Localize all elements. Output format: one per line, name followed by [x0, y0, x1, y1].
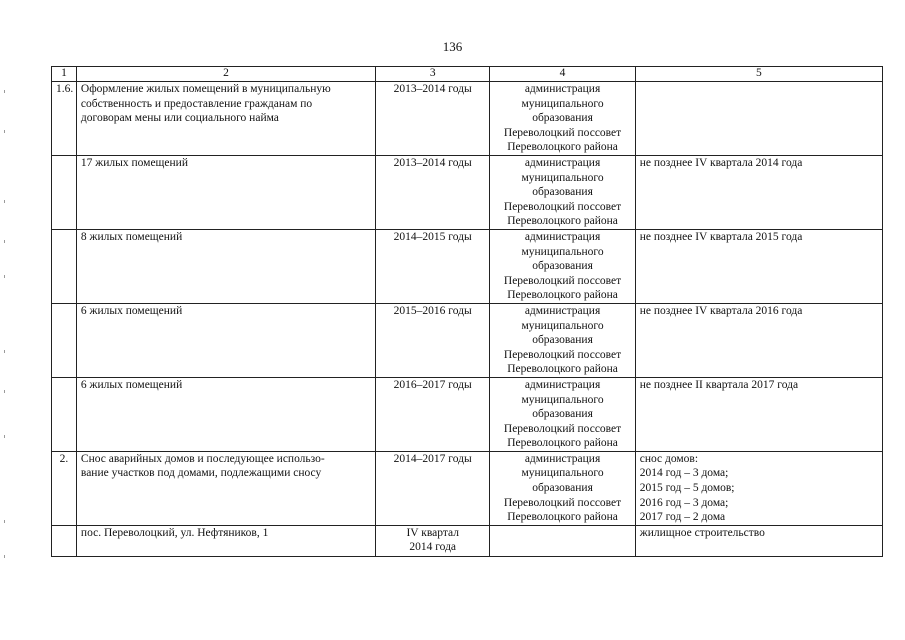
- result-line: не позднее IV квартала 2015 года: [639, 230, 803, 243]
- executor-line: образования: [532, 482, 593, 495]
- measure-name: [76, 525, 375, 556]
- page-number: 136: [442, 39, 463, 54]
- executor-line: Переволоцкий поссовет: [503, 496, 622, 509]
- measure-line: вание участков под домами, подлежащими сносу: [80, 467, 322, 480]
- measure-line: 8 жилых помещений: [80, 230, 183, 243]
- row-number: [52, 525, 77, 556]
- executor-line: муниципального: [521, 467, 604, 480]
- executor-line: администрация: [524, 378, 601, 391]
- measure-line: 17 жилых помещений: [80, 157, 188, 169]
- executor-line: Переволоцкий поссовет: [503, 274, 622, 287]
- result-line: не позднее IV квартала 2014 года: [639, 157, 803, 169]
- executor-line: администрация: [524, 157, 601, 169]
- scan-margin-marks: [4, 90, 8, 590]
- period-cell: 2016–2017 годы: [376, 377, 490, 451]
- result-cell: [635, 156, 882, 230]
- measure-line: пос. Переволоцкий, ул. Нефтяников, 1: [80, 526, 269, 539]
- row-number: 1.6.: [52, 82, 77, 156]
- result-cell: [635, 82, 882, 156]
- executor-cell: [490, 82, 635, 156]
- result-cell: [635, 525, 882, 556]
- executor-line: Переволоцкий поссовет: [503, 348, 622, 361]
- row-number: [52, 229, 77, 303]
- measure-name: [76, 82, 375, 156]
- measure-line: Оформление жилых помещений в муниципальную: [80, 83, 331, 95]
- period-cell: 2013–2014 годы: [376, 156, 490, 230]
- result-line: снос домов:: [639, 452, 699, 465]
- measure-name: [76, 377, 375, 451]
- executor-line: Переволоцкого района: [507, 141, 618, 154]
- row-number: [52, 377, 77, 451]
- period-cell: 2015–2016 годы: [376, 303, 490, 377]
- executor-cell: [490, 156, 635, 230]
- table-row: [52, 451, 883, 525]
- result-cell: [635, 451, 882, 525]
- row-number: [52, 156, 77, 230]
- executor-line: Переволоцкого района: [507, 215, 618, 228]
- column-header-3: 3: [376, 67, 490, 82]
- measure-line: договорам мены или социального найма: [80, 112, 279, 125]
- measure-name: [76, 451, 375, 525]
- column-header-5: 5: [635, 67, 882, 82]
- column-header-1: 1: [52, 67, 77, 82]
- result-line: не позднее II квартала 2017 года: [639, 378, 799, 391]
- executor-line: администрация: [524, 83, 601, 95]
- executor-line: муниципального: [521, 245, 604, 258]
- result-line: 2016 год – 3 дома;: [639, 496, 729, 509]
- executor-line: администрация: [524, 304, 601, 317]
- header-row: [52, 67, 883, 82]
- executor-cell: [490, 303, 635, 377]
- executor-line: Переволоцкого района: [507, 363, 618, 376]
- executor-line: муниципального: [521, 319, 604, 332]
- row-number: [52, 303, 77, 377]
- executor-line: Переволоцкого района: [507, 511, 618, 524]
- measure-line: 6 жилых помещений: [80, 304, 183, 317]
- result-line: не позднее IV квартала 2016 года: [639, 304, 803, 317]
- result-cell: [635, 303, 882, 377]
- executor-cell: [490, 229, 635, 303]
- executor-line: Переволоцкий поссовет: [503, 200, 622, 213]
- executor-line: Переволоцкого района: [507, 437, 618, 450]
- executor-line: Переволоцкого района: [507, 289, 618, 302]
- executor-cell: [490, 525, 635, 556]
- executor-cell: [490, 451, 635, 525]
- column-header-2: 2: [76, 67, 375, 82]
- result-cell: [635, 377, 882, 451]
- period-line: 2014 года: [409, 541, 457, 554]
- table-row: [52, 525, 883, 556]
- executor-line: образования: [532, 112, 593, 125]
- executor-line: образования: [532, 334, 593, 347]
- result-line: 2017 год – 2 дома: [639, 511, 726, 524]
- result-line: жилищное строительство: [639, 526, 765, 539]
- period-cell: 2013–2014 годы: [376, 82, 490, 156]
- period-cell: [376, 525, 490, 556]
- result-line: 2015 год – 5 домов;: [639, 482, 735, 495]
- table-row: [52, 377, 883, 451]
- executor-line: муниципального: [521, 393, 604, 406]
- executor-line: Переволоцкий поссовет: [503, 422, 622, 435]
- executor-line: образования: [532, 408, 593, 421]
- period-line: IV квартал: [406, 526, 459, 539]
- measure-name: [76, 156, 375, 230]
- measure-name: [76, 303, 375, 377]
- column-header-4: 4: [490, 67, 635, 82]
- measure-line: Снос аварийных домов и последующее использо-: [80, 452, 325, 465]
- measure-name: [76, 229, 375, 303]
- executor-line: Переволоцкий поссовет: [503, 126, 622, 139]
- executor-line: муниципального: [521, 97, 604, 110]
- table-row: [52, 82, 883, 156]
- executor-line: администрация: [524, 230, 601, 243]
- executor-line: муниципального: [521, 171, 604, 184]
- executor-line: образования: [532, 260, 593, 273]
- result-cell: [635, 229, 882, 303]
- executor-cell: [490, 377, 635, 451]
- measure-line: 6 жилых помещений: [80, 378, 183, 391]
- table-row: [52, 229, 883, 303]
- table-row: [52, 303, 883, 377]
- result-line: 2014 год – 3 дома;: [639, 467, 729, 480]
- table-row: [52, 156, 883, 230]
- executor-line: образования: [532, 186, 593, 199]
- measure-line: собственность и предоставление гражданам по: [80, 97, 313, 110]
- period-cell: 2014–2017 годы: [376, 451, 490, 525]
- period-cell: 2014–2015 годы: [376, 229, 490, 303]
- plan-table: [51, 66, 883, 557]
- executor-line: администрация: [524, 452, 601, 465]
- row-number: 2.: [52, 451, 77, 525]
